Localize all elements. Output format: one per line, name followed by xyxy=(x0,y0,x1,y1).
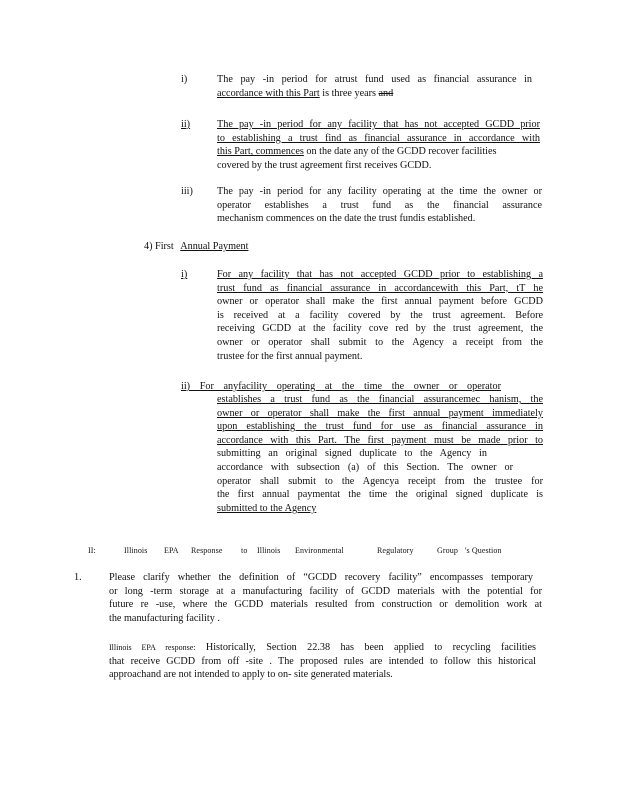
text-line xyxy=(217,87,532,101)
heading-word: to xyxy=(241,546,248,555)
text-line: trustee for the first annual payment. xyxy=(217,350,363,362)
question-text xyxy=(109,571,542,625)
text-fragment: Historically, Section 22.38 has been applied to recycling facilities xyxy=(195,642,537,653)
text-line: is received at a facility covered by the trust agreement. Before xyxy=(217,309,543,321)
item-number: ii) For anyfacility operating at the time the owner or operator xyxy=(181,381,501,392)
text-line: establishes a trust fund as the financial assurancemec hanism, the xyxy=(217,394,543,405)
underlined-insert: this Part, commences xyxy=(217,146,304,158)
text-fragment: on the date any of the GCDD recover facilities xyxy=(303,146,497,158)
epa-response xyxy=(109,641,536,682)
text-line: accordance with this Part. The first payment must be made prior to xyxy=(217,434,543,446)
text-fragment: is three years xyxy=(319,87,379,99)
text-line: or long -term storage at a manufacturing facility of GCDD materials with the potential for xyxy=(109,585,542,597)
text-line: Please clarify whether the definition of “GCDD recovery facility” encompasses temporary xyxy=(109,572,533,583)
text-line xyxy=(109,641,536,655)
question-number: 1. xyxy=(74,572,82,583)
item-number: i) xyxy=(181,269,188,280)
heading-word: Environmental xyxy=(295,546,344,555)
text-line: operator shall submit to the Agencya receipt from the trustee for xyxy=(217,475,543,487)
heading-word: Group xyxy=(437,546,458,555)
text-line: upon establishing the trust fund for use as financial assurance in xyxy=(217,421,543,433)
text-line: the manufacturing facility . xyxy=(109,612,220,624)
text-line: submitted to the Agency xyxy=(217,502,317,514)
text-line: accordance with subsection (a) of this Section. The owner or xyxy=(217,461,513,473)
first-payment-not-accepted xyxy=(217,268,543,363)
text-line: submitting an original signed duplicate to the Agency in xyxy=(217,448,487,460)
text-line: The pay -in period for atrust fund used as financial assurance in xyxy=(217,74,532,85)
first-annual-payment-heading xyxy=(144,240,284,254)
text-line: trust fund as financial assurance in accordancewith this Part, tT he xyxy=(217,282,543,294)
pay-in-period-not-accepted xyxy=(217,118,540,172)
heading-word: EPA xyxy=(164,546,179,555)
text-line: The pay -in period for any facility operating at the time the owner or xyxy=(217,186,542,197)
text-line: receiving GCDD at the facility cove red by the trust agreement, the xyxy=(217,323,543,335)
pay-in-period-trust-fund xyxy=(217,73,532,100)
item-number: ii) xyxy=(181,119,191,130)
text-line xyxy=(217,145,540,159)
text-line: operator establishes a trust fund as the financial assurance xyxy=(217,199,542,211)
heading-word: Response xyxy=(191,546,223,555)
heading-word: Regulatory xyxy=(377,546,414,555)
text-line: that receive GCDD from off -site . The proposed rules are intended to follow this historical xyxy=(109,655,536,667)
text-line: the first annual paymentat the time the original signed duplicate is xyxy=(217,489,543,501)
text-line: future re -use, where the GCDD materials resulted from construction or demolition work at xyxy=(109,599,542,611)
item-number: iii) xyxy=(181,186,193,197)
heading-word: 's Question xyxy=(465,546,502,555)
text-line: owner or operator shall make the first annual payment immediately xyxy=(217,407,543,419)
response-label: Illinois EPA response: xyxy=(109,643,196,652)
pay-in-period-operating xyxy=(217,185,542,226)
heading-word: Illinois xyxy=(257,546,281,555)
underlined-insert: accordance with this Part xyxy=(217,87,320,99)
text-line: owner or operator shall make the first annual payment before GCDD xyxy=(217,296,543,308)
section-heading xyxy=(88,544,502,558)
text-line: mechanism commences on the date the trust fundis established. xyxy=(217,213,476,225)
text-line: approachand are not intended to apply to on- site generated materials. xyxy=(109,669,393,681)
struck-text: and xyxy=(378,87,394,99)
heading-number: II: xyxy=(88,546,96,555)
first-payment-operating xyxy=(217,393,543,515)
text-line: owner or operator shall submit to the Agency a receipt from the xyxy=(217,336,543,348)
text-line: For any facility that has not accepted GCDD prior to establishing a xyxy=(217,269,543,280)
item-number: i) xyxy=(181,74,188,85)
text-line: to establishing a trust find as financial assurance in accordance with xyxy=(217,132,540,144)
text-line: covered by the trust agreement first receives GCDD. xyxy=(217,159,432,171)
heading-word: Illinois xyxy=(124,546,148,555)
heading-title: Annual Payment xyxy=(180,241,249,252)
text-line: The pay -in period for any facility that has not accepted GCDD prior xyxy=(217,119,540,130)
item-number: 4) First xyxy=(144,241,174,252)
